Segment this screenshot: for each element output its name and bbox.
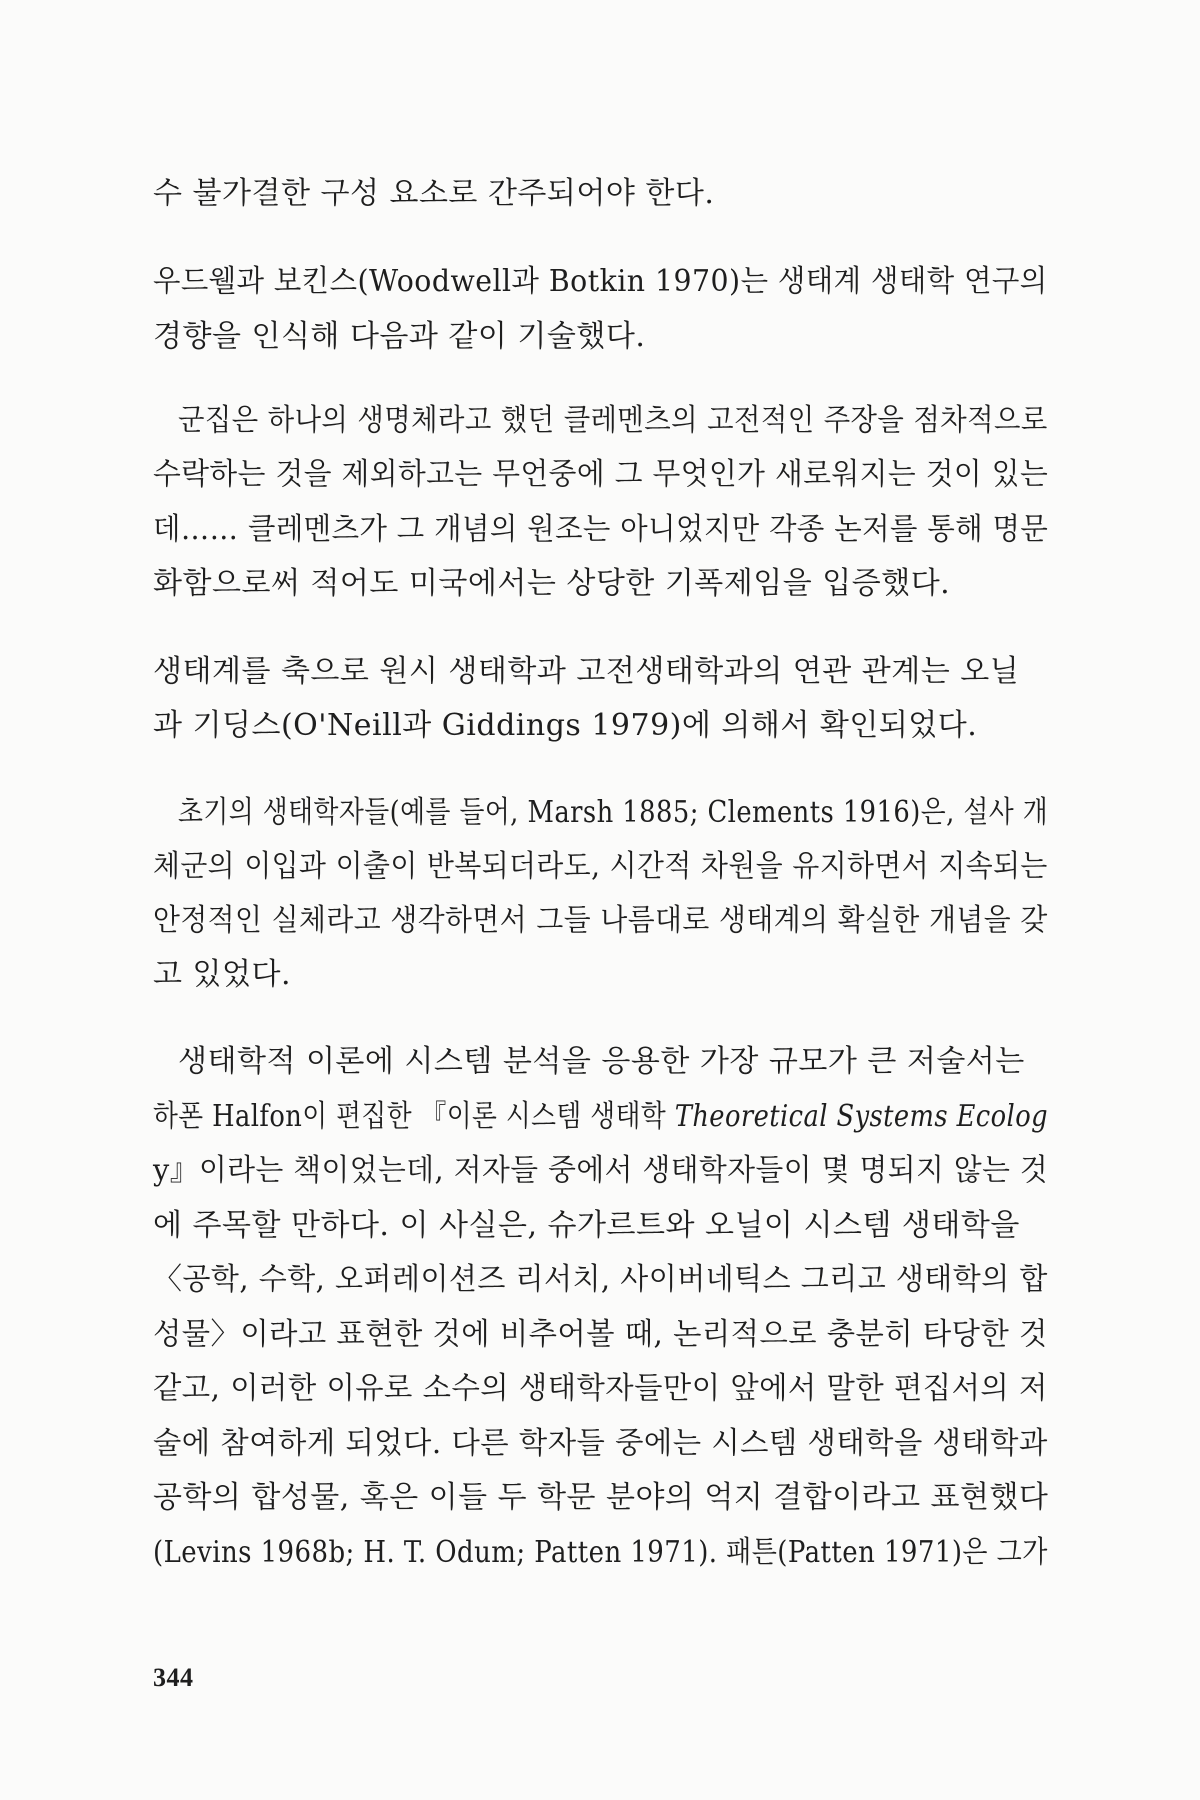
text-line: (Levins 1968b; H. T. Odum; Patten 1971). 패튼(Patten 1971)은 그가 bbox=[153, 1535, 1048, 1570]
quote-line: 고 있었다. bbox=[153, 957, 291, 992]
page-number: 344 bbox=[153, 1663, 194, 1692]
text-line: 성물〉이라고 표현한 것에 비추어볼 때, 논리적으로 충분히 타당한 것 bbox=[153, 1317, 1048, 1352]
quote-line: 안정적인 실체라고 생각하면서 그들 나름대로 생태계의 확실한 개념을 갖 bbox=[153, 903, 1048, 938]
text-line: 우드웰과 보킨스(Woodwell과 Botkin 1970)는 생태계 생태학 연구의 bbox=[153, 264, 1048, 299]
text-line: 경향을 인식해 다음과 같이 기술했다. bbox=[153, 319, 646, 354]
text-line: 수 불가결한 구성 요소로 간주되어야 한다. bbox=[153, 176, 715, 211]
quote-line: 군집은 하나의 생명체라고 했던 클레멘츠의 고전적인 주장을 점차적으로 bbox=[178, 403, 1048, 438]
text-line: 과 기딩스(O'Neill과 Giddings 1979)에 의해서 확인되었다. bbox=[153, 708, 978, 743]
text-line: 생태계를 축으로 원시 생태학과 고전생태학과의 연관 관계는 오닐 bbox=[153, 654, 1020, 689]
book-title-italic: Theoretical Systems Ecolog bbox=[674, 1099, 1049, 1134]
text-line: 생태학적 이론에 시스템 분석을 응용한 가장 규모가 큰 저술서는 bbox=[178, 1044, 1025, 1079]
quote-line: 수락하는 것을 제외하고는 무언중에 그 무엇인가 새로워지는 것이 있는 bbox=[153, 457, 1049, 492]
quote-line: 화함으로써 적어도 미국에서는 상당한 기폭제임을 입증했다. bbox=[153, 566, 951, 601]
text-line: 같고, 이러한 이유로 소수의 생태학자들만이 앞에서 말한 편집서의 저 bbox=[153, 1371, 1048, 1406]
text-line: 술에 참여하게 되었다. 다른 학자들 중에는 시스템 생태학을 생태학과 bbox=[153, 1426, 1048, 1461]
text-line: y』이라는 책이었는데, 저자들 중에서 생태학자들이 몇 명되지 않는 것 bbox=[153, 1153, 1049, 1188]
quote-line: 초기의 생태학자들(예를 들어, Marsh 1885; Clements 1916)은, 설사 개 bbox=[178, 795, 1049, 830]
quote-line: 체군의 이입과 이출이 반복되더라도, 시간적 차원을 유지하면서 지속되는 bbox=[153, 849, 1048, 884]
text-line-start: 하폰 Halfon이 편집한 『이론 시스템 생태학 bbox=[153, 1099, 667, 1134]
quote-line: 데…… 클레멘츠가 그 개념의 원조는 아니었지만 각종 논저를 통해 명문 bbox=[153, 512, 1049, 547]
text-line: 〈공학, 수학, 오퍼레이션즈 리서치, 사이버네틱스 그리고 생태학의 합 bbox=[153, 1262, 1048, 1297]
text-line: 공학의 합성물, 혹은 이들 두 학문 분야의 억지 결합이라고 표현했다 bbox=[153, 1480, 1049, 1515]
text-line: 에 주목할 만하다. 이 사실은, 슈가르트와 오닐이 시스템 생태학을 bbox=[153, 1208, 1020, 1243]
text-line bbox=[153, 1099, 1048, 1135]
